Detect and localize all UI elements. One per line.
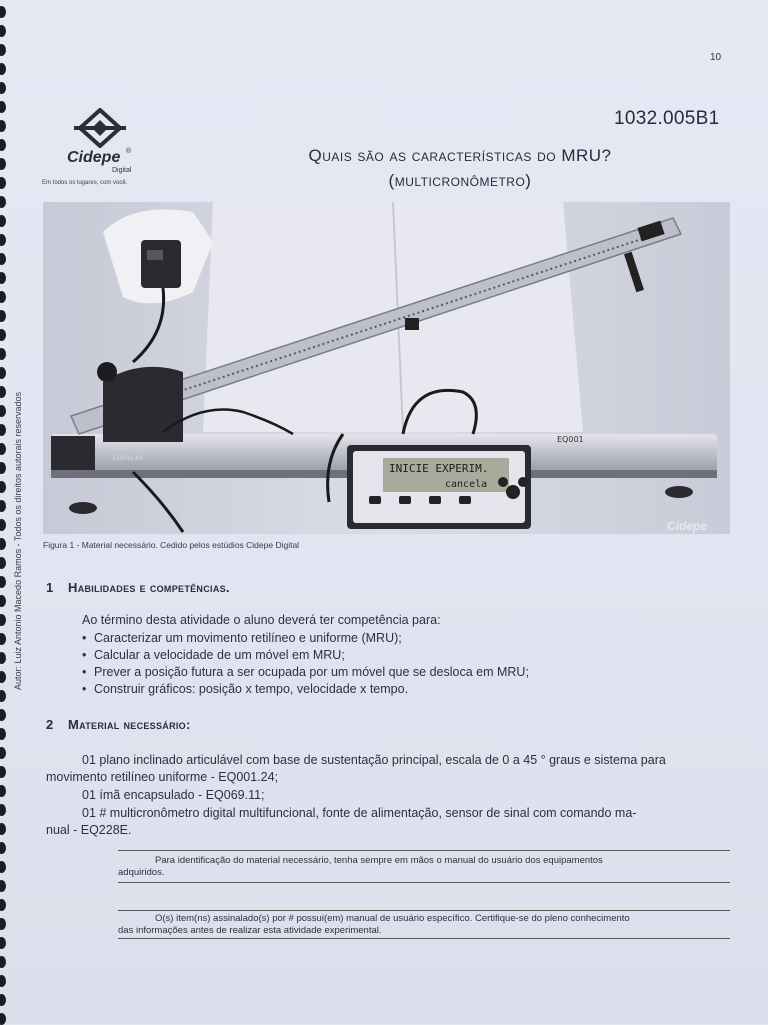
list-item: • Prever a posição futura a ser ocupada por um móvel que se desloca em MRU; [82,664,529,681]
binding-hole [0,234,6,246]
binding-hole [0,272,6,284]
binding-hole [0,595,6,607]
binding-hole [0,766,6,778]
section-1-number: 1 [46,580,54,595]
binding-hole [0,690,6,702]
logo-brand-name: Cidepe [67,149,121,166]
binding-hole [0,348,6,360]
figure-caption: Figura 1 - Material necessário. Cedido pelos estúdios Cidepe Digital [43,540,300,550]
section-2-number: 2 [46,717,54,732]
binding-hole [0,823,6,835]
binding-hole [0,747,6,759]
binding-hole [0,310,6,322]
binding-hole [0,177,6,189]
equipment-photo [43,202,730,534]
section-2-title: Material necessário: [68,717,191,732]
binding-hole [0,937,6,949]
binding-hole [0,785,6,797]
author-side-note: Autor: Luiz Antonio Macedo Ramos - Todos os direitos autorais reservados [13,392,23,690]
cidepe-logo-icon [70,108,130,148]
note-2-line-2: das informações antes de realizar esta atividade experimental. [118,925,382,936]
binding-hole [0,652,6,664]
binding-hole [0,253,6,265]
binding-hole [0,139,6,151]
binding-hole [0,728,6,740]
list-item: • Caracterizar um movimento retilíneo e uniforme (MRU); [82,630,529,647]
binding-hole [0,215,6,227]
section-1-intro: Ao término desta atividade o aluno deverá ter competência para: [82,613,441,627]
note-2-line-1: O(s) item(ns) assinalado(s) por # possui(em) manual de usuário específico. Certifique-se do pleno conhecimento [155,913,630,924]
binding-hole [0,291,6,303]
binding-hole [0,956,6,968]
page-number: 10 [710,52,722,63]
binding-hole [0,63,6,75]
binding-hole [0,557,6,569]
binding-hole [0,44,6,56]
display-line-2: cancela [445,479,488,490]
binding-hole [0,842,6,854]
binding-hole [0,538,6,550]
binding-hole [0,443,6,455]
binding-hole [0,386,6,398]
sensor-label-text: EQ001.43 [113,455,143,462]
binding-hole [0,671,6,683]
material-item-1-line-1: 01 plano inclinado articulável com base de sustentação principal, escala de 0 a 45 ° graus e sistema para [82,753,666,767]
binding-hole [0,975,6,987]
page-title: Quais são as características do MRU? [308,146,612,165]
section-2-heading [46,717,191,732]
binding-hole [0,196,6,208]
binding-hole [0,367,6,379]
binding-hole [0,158,6,170]
protractor [103,367,183,442]
competency-list [82,630,529,698]
logo-digital-text: Digital [112,167,132,174]
binding-hole [0,329,6,341]
material-item-1-line-2: movimento retilíneo uniforme - EQ001.24; [46,770,279,784]
binding-hole [0,405,6,417]
material-item-3-line-2: nual - EQ228E. [46,823,132,837]
watermark-text: Cidepe [667,519,708,533]
binding-hole [0,519,6,531]
material-item-3-line-1: 01 # multicronômetro digital multifuncional, fonte de alimentação, sensor de sinal com comando ma- [82,806,637,820]
cidepe-logo [40,108,160,192]
equipment-label-text: EQ001 [557,435,584,444]
material-item-2: 01 ímã encapsulado - EQ069.11; [82,788,265,802]
binding-hole [0,424,6,436]
section-1-title: Habilidades e competências. [68,580,230,595]
document-code: 1032.005B1 [614,108,720,129]
binding-hole [0,614,6,626]
list-item: • Construir gráficos: posição x tempo, velocidade x tempo. [82,681,529,698]
hand-sensor [141,240,181,288]
binding-hole [0,709,6,721]
binding-hole [0,500,6,512]
binding-hole [0,880,6,892]
binding-hole [0,120,6,132]
binding-hole [0,481,6,493]
note-1-line-2: adquiridos. [118,867,165,878]
binding-hole [0,994,6,1006]
binding-hole [0,6,6,18]
binding-hole [0,804,6,816]
binding-hole [0,899,6,911]
binding-hole [0,918,6,930]
list-item: • Calcular a velocidade de um móvel em MRU; [82,647,529,664]
binding-hole [0,633,6,645]
binding-hole [0,861,6,873]
binding-hole [0,576,6,588]
binding-hole [0,462,6,474]
spiral-binding [0,0,10,1024]
binding-hole [0,82,6,94]
logo-tagline: Em todos os lugares, com você. [42,180,128,186]
section-1-heading [46,580,230,595]
binding-hole [0,101,6,113]
display-line-1: INICIE EXPERIM. [389,462,489,475]
page-subtitle: (multicronômetro) [388,171,532,190]
logo-registered-mark: ® [126,148,132,155]
binding-hole [0,25,6,37]
binding-hole [0,1013,6,1025]
note-1-line-1: Para identificação do material necessário, tenha sempre em mãos o manual do usuário dos equipamentos [155,855,603,866]
